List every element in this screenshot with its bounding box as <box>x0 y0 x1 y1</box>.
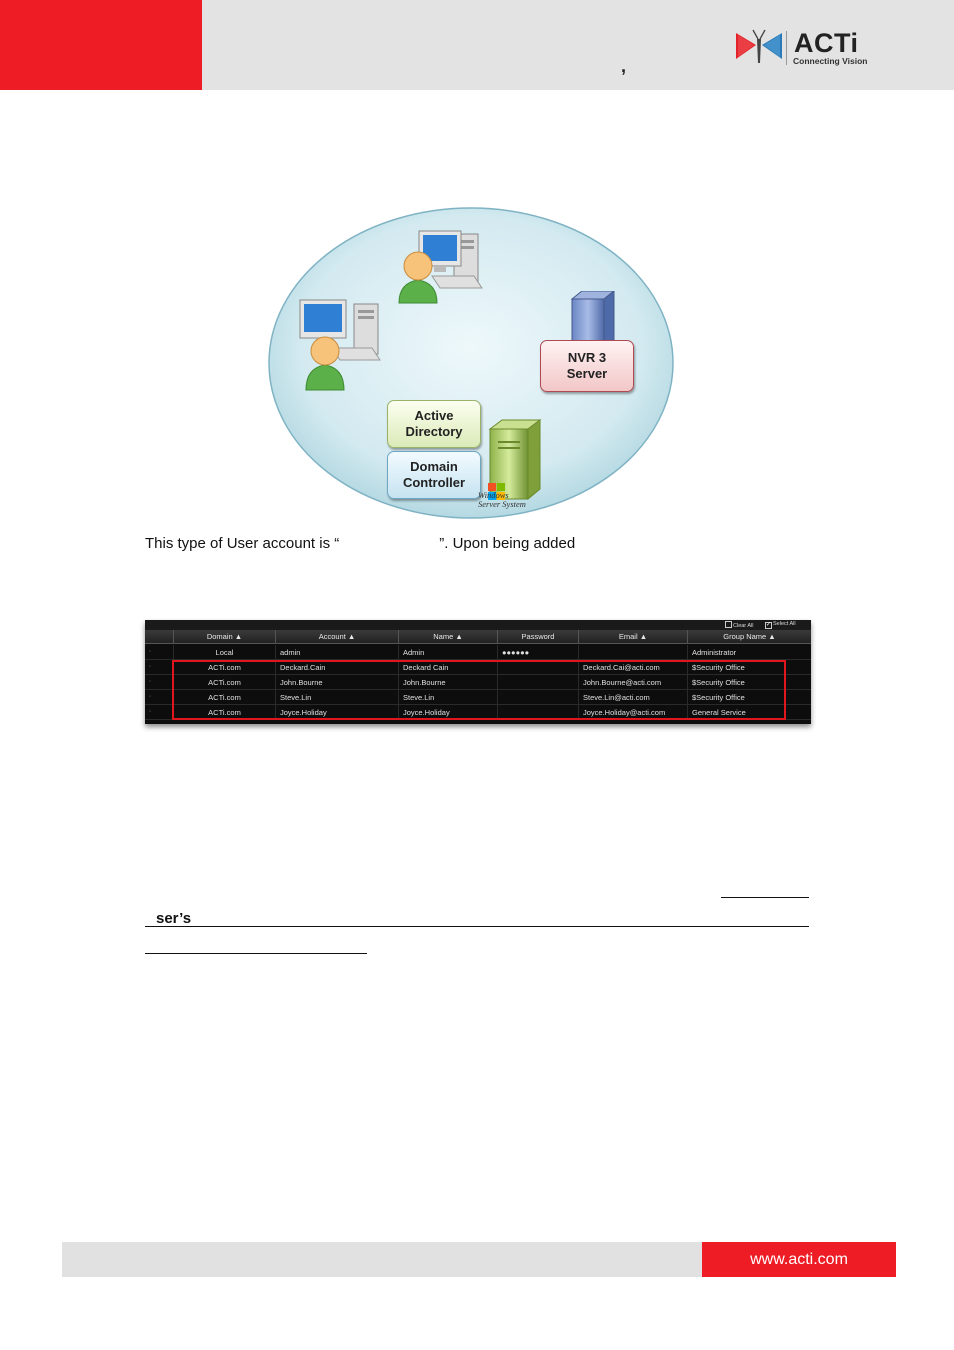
nvr-server-box <box>540 340 634 392</box>
acti-logo <box>734 29 874 69</box>
dc-label-line2: Controller <box>402 475 466 490</box>
row-checkbox[interactable]: ▫ <box>149 709 152 715</box>
paragraph-before: This type of User account is “ <box>145 535 340 552</box>
cell-password: ●●●●●● <box>497 645 578 660</box>
underline <box>145 926 809 927</box>
cell-group: $Security Office <box>687 690 811 705</box>
cell-domain: ACTi.com <box>173 690 275 705</box>
header-comma: , <box>621 56 627 76</box>
col-account[interactable]: Account ▲ <box>275 630 398 644</box>
cell-domain: ACTi.com <box>173 660 275 675</box>
row-checkbox[interactable]: ▫ <box>149 679 152 685</box>
cell-email: Joyce.Holiday@acti.com <box>578 705 687 720</box>
butterfly-logo-icon <box>734 29 784 65</box>
windows-server-label <box>478 491 526 509</box>
col-password[interactable]: Password <box>497 630 578 644</box>
row-checkbox[interactable]: ▫ <box>149 664 152 670</box>
paragraph-after: ”. Upon being added <box>439 535 576 552</box>
row-checkbox[interactable]: ▫ <box>149 694 152 700</box>
footer-url-link[interactable]: www.acti.com <box>702 1242 896 1277</box>
cell-group: $Security Office <box>687 660 811 675</box>
cell-email: Deckard.Cai@acti.com <box>578 660 687 675</box>
row-checkbox[interactable]: ▫ <box>149 649 152 655</box>
cell-name: Joyce.Holiday <box>398 705 497 720</box>
windows-label-line2: Server System <box>478 499 526 509</box>
user-workstation-icon <box>298 298 408 393</box>
ad-label-line1: Active <box>414 408 454 423</box>
cell-name: Steve.Lin <box>398 690 497 705</box>
cell-account: admin <box>275 645 398 660</box>
col-domain[interactable]: Domain ▲ <box>173 630 275 644</box>
cell-group: $Security Office <box>687 675 811 690</box>
cell-name: Admin <box>398 645 497 660</box>
cell-group: Administrator <box>687 645 811 660</box>
cell-domain: ACTi.com <box>173 705 275 720</box>
col-name[interactable]: Name ▲ <box>398 630 497 644</box>
col-select <box>145 630 173 644</box>
col-group[interactable]: Group Name ▲ <box>687 630 811 644</box>
underline <box>721 897 809 898</box>
clear-all-label: Clear All <box>733 623 754 629</box>
cell-account: Deckard.Cain <box>275 660 398 675</box>
highlight-frame <box>172 660 786 720</box>
nvr-label-line2: Server <box>566 366 608 381</box>
network-diagram <box>266 203 676 523</box>
dc-label-line1: Domain <box>410 459 458 474</box>
user-workstation-icon <box>394 228 504 308</box>
cell-domain: Local <box>173 645 275 660</box>
cell-account: John.Bourne <box>275 675 398 690</box>
col-email[interactable]: Email ▲ <box>578 630 687 644</box>
table-toolbar <box>145 620 811 630</box>
cell-email: John.Bourne@acti.com <box>578 675 687 690</box>
cell-email <box>578 645 687 660</box>
logo-wordmark: ACTi <box>794 28 859 58</box>
table-header <box>145 630 811 644</box>
ad-label-line2: Directory <box>405 424 463 439</box>
cell-account: Joyce.Holiday <box>275 705 398 720</box>
cell-name: John.Bourne <box>398 675 497 690</box>
cell-name: Deckard Cain <box>398 660 497 675</box>
logo-tagline: Connecting Vision <box>793 56 868 66</box>
description-paragraph <box>145 535 575 552</box>
cell-account: Steve.Lin <box>275 690 398 705</box>
cell-domain: ACTi.com <box>173 675 275 690</box>
cell-email: Steve.Lin@acti.com <box>578 690 687 705</box>
windows-label-line1: Windows <box>478 490 509 500</box>
domain-controller-box <box>387 451 481 499</box>
logo-separator <box>786 31 787 65</box>
clear-all-checkbox[interactable] <box>725 621 753 629</box>
footer-bar <box>62 1242 702 1277</box>
select-all-label: Select All <box>773 621 796 627</box>
active-directory-box <box>387 400 481 448</box>
text-fragment: ser’s <box>156 910 192 927</box>
cell-group: General Service <box>687 705 811 720</box>
header-red-block <box>0 0 202 90</box>
table-row[interactable] <box>145 645 811 660</box>
nvr-label-line1: NVR 3 <box>567 350 607 365</box>
select-all-checkbox[interactable]: ✓ Select All <box>766 621 796 628</box>
underline <box>145 953 367 954</box>
